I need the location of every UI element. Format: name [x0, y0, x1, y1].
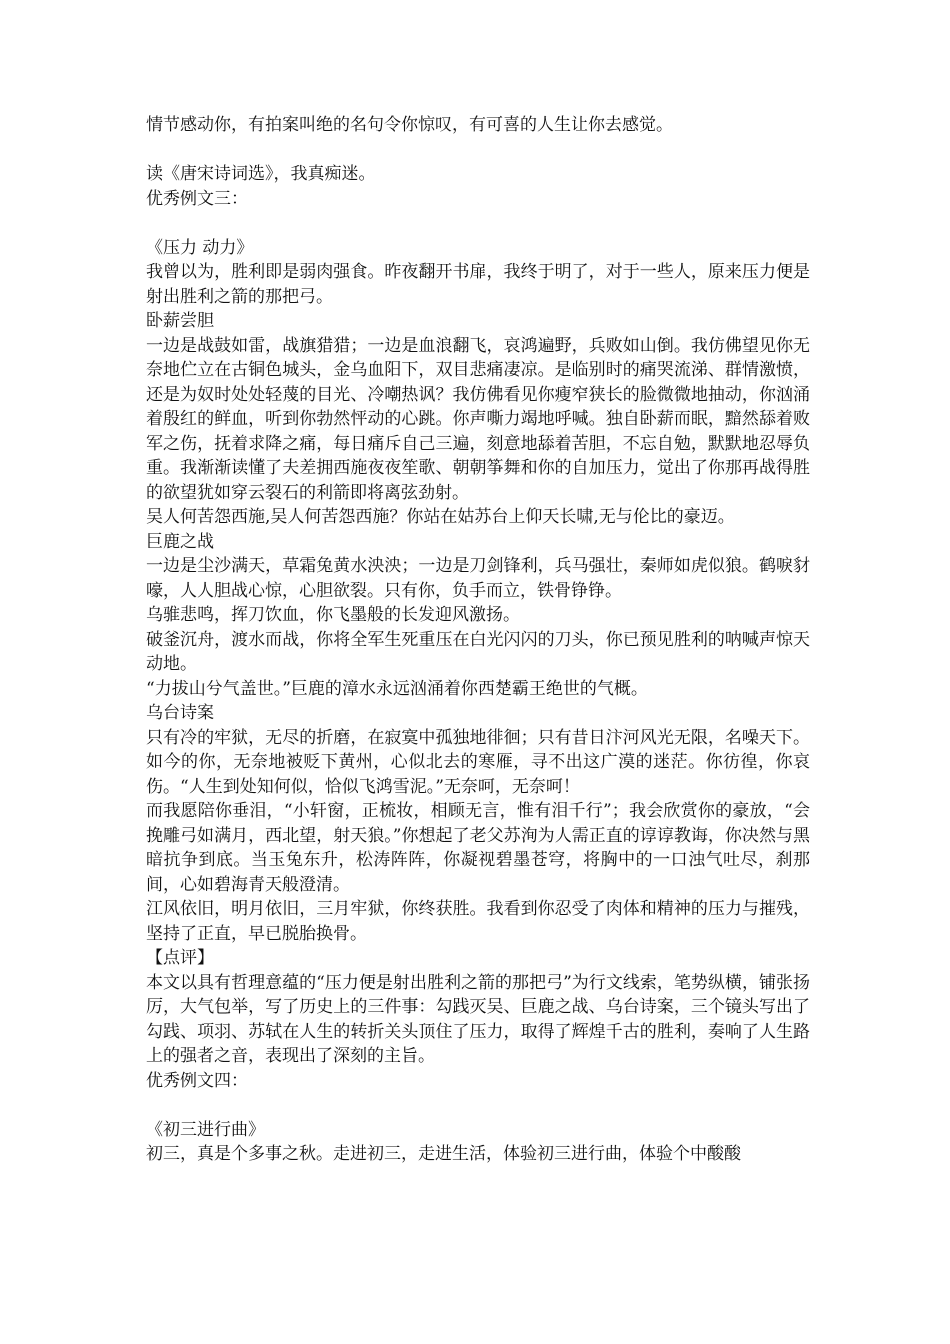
- blank-line: [146, 211, 810, 236]
- paragraph: 一边是战鼓如雷，战旗猎猎；一边是血浪翻飞，哀鸿遍野，兵败如山倒。我仿佛望见你无奈地伫立在古铜色城头，金乌血阳下，双目悲痛凄凉。是临别时的痛哭流涕、群情激愤，还是为奴时处处轻蔑的目光、冷嘲热讽？我仿佛看见你瘦窄狭长的脸微微地抽动，你汹涌着殷红的鲜血，听到你勃然怦动的心跳。你声嘶力竭地呼喊。独自卧薪而眠，黯然舔着败军之伤，抚着求降之痛，每日痛斥自己三遍，刻意地舔着苦胆，不忘自勉，默默地忍辱负重。我渐渐读懂了夫差拥西施夜夜笙歌、朝朝筝舞和你的自加压力，觉出了你那再战得胜的欲望犹如穿云裂石的利箭即将离弦劲射。: [146, 335, 810, 503]
- paragraph: “力拔山兮气盖世。”巨鹿的漳水永远汹涌着你西楚霸王绝世的气概。: [146, 678, 648, 699]
- subheading: 巨鹿之战: [146, 531, 214, 552]
- paragraph: 情节感动你，有拍案叫绝的名句令你惊叹，有可喜的人生让你去感觉。: [146, 115, 673, 135]
- comment-heading: 【点评】: [146, 948, 214, 968]
- paragraph: 只有冷的牢狱，无尽的折磨，在寂寞中孤独地徘徊；只有昔日汴河风光无限，名噪天下。如今的你，无奈地被贬下黄州，心似北去的寒雁，寻不出这广漠的迷茫。你彷徨，你哀伤。“人生到处知何似，恰似飞鸿雪泥。”无奈呵，无奈呵！: [146, 727, 810, 797]
- blank-line: [146, 1093, 810, 1118]
- paragraph: 本文以具有哲理意蕴的“压力便是射出胜利之箭的那把弓”为行文线索，笔势纵横，铺张扬厉，大气包举，写了历史上的三件事：勾践灭吴、巨鹿之战、乌台诗案，三个镜头写出了勾践、项羽、苏轼在人生的转折关头顶住了压力，取得了辉煌千古的胜利，奏响了人生路上的强者之音，表现出了深刻的主旨。: [146, 972, 810, 1066]
- essay-title: 《压力 动力》: [146, 237, 254, 258]
- section-heading: 优秀例文四：: [146, 1070, 248, 1091]
- document-page: [146, 113, 810, 1167]
- paragraph: 江风依旧，明月依旧，三月牢狱，你终获胜。我看到你忍受了肉体和精神的压力与摧残，坚持了正直，早已脱胎换骨。: [146, 899, 810, 944]
- paragraph: 而我愿陪你垂泪，“小轩窗，正梳妆，相顾无言，惟有泪千行”；我会欣赏你的豪放，“会挽雕弓如满月，西北望，射天狼。”你想起了老父苏洵为人需正直的谆谆教诲，你决然与黑暗抗争到底。当玉兔东升，松涛阵阵，你凝视碧墨苍穹，将胸中的一口浊气吐尽，刹那间，心如碧海青天般澄清。: [146, 801, 810, 895]
- paragraph: 吴人何苦怨西施,吴人何苦怨西施？你站在姑苏台上仰天长啸,无与伦比的豪迈。: [146, 507, 735, 527]
- subheading: 乌台诗案: [146, 703, 214, 723]
- paragraph: 破釜沉舟，渡水而战，你将全军生死重压在白光闪闪的刀头，你已预见胜利的呐喊声惊天动地。: [146, 629, 810, 674]
- paragraph: 我曾以为，胜利即是弱肉强食。昨夜翻开书扉，我终于明了，对于一些人，原来压力便是射出胜利之箭的那把弓。: [146, 262, 810, 307]
- essay-title: 《初三进行曲》: [146, 1119, 265, 1140]
- subheading: 卧薪尝胆: [146, 311, 214, 331]
- paragraph: 初三，真是个多事之秋。走进初三，走进生活，体验初三进行曲，体验个中酸酸: [146, 1144, 741, 1164]
- paragraph: 乌骓悲鸣，挥刀饮血，你飞墨般的长发迎风激扬。: [146, 605, 520, 625]
- paragraph: 读《唐宋诗词选》，我真痴迷。: [146, 164, 376, 184]
- paragraph: 一边是尘沙满天，草霜兔黄水泱泱；一边是刀剑锋利，兵马强壮，秦师如虎似狼。鹤唳豺嚎，人人胆战心惊，心胆欲裂。只有你，负手而立，铁骨铮铮。: [146, 556, 810, 601]
- blank-line: [146, 138, 810, 163]
- section-heading: 优秀例文三：: [146, 188, 248, 209]
